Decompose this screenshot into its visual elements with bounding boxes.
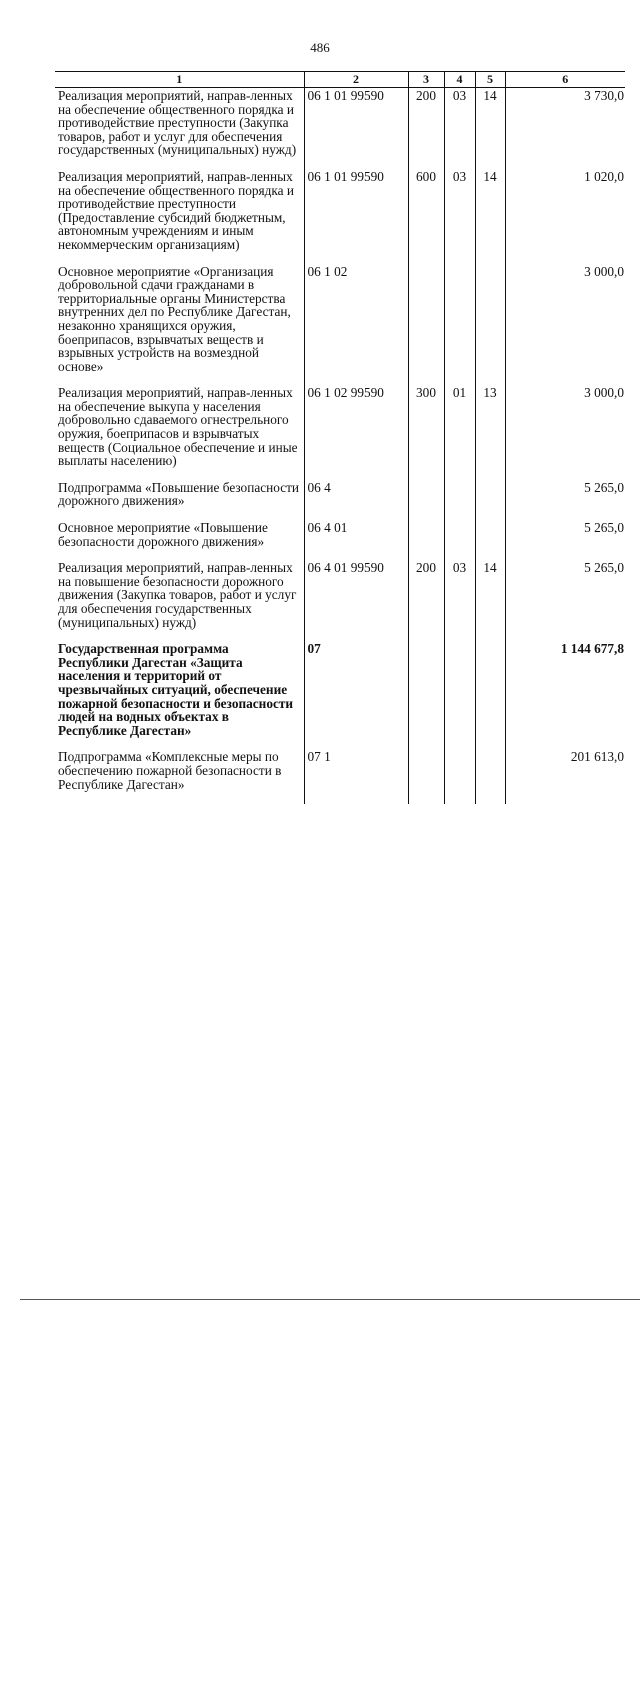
row-rz: 01 [444,386,475,481]
row-code: 06 1 01 99590 [304,170,408,265]
row-vr [408,642,444,750]
row-rz: 03 [444,88,475,170]
row-code: 06 4 01 99590 [304,561,408,642]
row-code: 06 1 01 99590 [304,88,408,170]
row-amount: 5 265,0 [505,481,625,521]
row-name: Реализация мероприятий, направ-ленных на обеспечение общественного порядка и противодействие преступности (Закупка товаров, работ и услуг для обеспечения государственных (муниципальных) нужд) [58,88,297,158]
table-row [55,386,625,481]
row-rz [444,642,475,750]
row-rz: 03 [444,170,475,265]
row-name: Реализация мероприятий, направ-ленных на обеспечение выкупа у населения добровольно сдаваемого огнестрельного оружия, боеприпасов и взрывчатых веществ (Социальное обеспечение и иные выплаты населению) [58,385,298,469]
table-row [55,170,625,265]
row-rz [444,521,475,561]
row-pr: 13 [475,386,505,481]
row-amount: 1 020,0 [505,170,625,265]
row-name: Реализация мероприятий, направ-ленных на обеспечение общественного порядка и противодействие преступности (Предоставление субсидий бюджетным, автономным учреждениям и иным некоммерческим организациям) [58,168,295,252]
page-number: 486 [310,40,330,55]
row-amount: 201 613,0 [505,750,625,804]
row-vr: 200 [408,561,444,642]
row-rz: 03 [444,561,475,642]
table-header [55,72,625,88]
row-pr [475,642,505,750]
row-amount: 5 265,0 [505,521,625,561]
row-pr [475,265,505,387]
row-amount: 3 730,0 [505,88,625,170]
row-code: 06 1 02 [304,265,408,387]
row-code: 07 1 [304,750,408,804]
row-code: 06 4 01 [304,521,408,561]
row-name: Реализация мероприятий, направ-ленных на повышение безопасности дорожного движения (Закупка товаров, работ и услуг для обеспечения государственных (муниципальных) нужд) [58,560,297,630]
column-header-6: 6 [505,72,625,88]
table-row [55,642,625,750]
row-vr: 200 [408,88,444,170]
row-pr [475,521,505,561]
row-amount: 1 144 677,8 [505,642,625,750]
row-rz [444,265,475,387]
row-pr [475,481,505,521]
row-amount: 3 000,0 [505,265,625,387]
table-row [55,88,625,170]
row-vr: 300 [408,386,444,481]
row-pr: 14 [475,561,505,642]
row-vr [408,265,444,387]
column-header-4: 4 [444,72,475,88]
table-row [55,521,625,561]
row-rz [444,750,475,804]
row-code: 07 [304,642,408,750]
column-header-5: 5 [475,72,505,88]
row-code: 06 1 02 99590 [304,386,408,481]
column-header-3: 3 [408,72,444,88]
header-row [55,72,625,88]
row-pr: 14 [475,88,505,170]
row-amount: 3 000,0 [505,386,625,481]
row-name: Основное мероприятие «Организация добровольной сдачи гражданами в территориальные органы Министерства внутренних дел по Республике Дагестан, незаконно хранящихся оружия, боеприпасов, взрывчатых веществ и взрывных устройств на возмездной основе» [58,263,291,374]
row-name: Государственная программа Республики Дагестан «Защита населения и территорий от чрезвычайных ситуаций, обеспечение пожарной безопасности и безопасности людей на водных объектах в Республике Дагестан» [58,641,294,738]
budget-table [55,71,625,804]
row-name: Подпрограмма «Комплексные меры по обеспечению пожарной безопасности в Республике Дагестан» [58,749,282,792]
table-row [55,481,625,521]
row-amount: 5 265,0 [505,561,625,642]
table-row [55,265,625,387]
row-vr [408,750,444,804]
row-code: 06 4 [304,481,408,521]
row-vr: 600 [408,170,444,265]
row-vr [408,481,444,521]
table-row [55,561,625,642]
row-name: Подпрограмма «Повышение безопасности дорожного движения» [58,479,300,509]
column-header-1: 1 [55,72,304,88]
bottom-rule [0,855,640,1700]
table-body [55,88,625,805]
table-row [55,750,625,804]
row-vr [408,521,444,561]
row-rz [444,481,475,521]
row-name: Основное мероприятие «Повышение безопасности дорожного движения» [58,520,268,549]
row-pr [475,750,505,804]
column-header-2: 2 [304,72,408,88]
row-pr: 14 [475,170,505,265]
